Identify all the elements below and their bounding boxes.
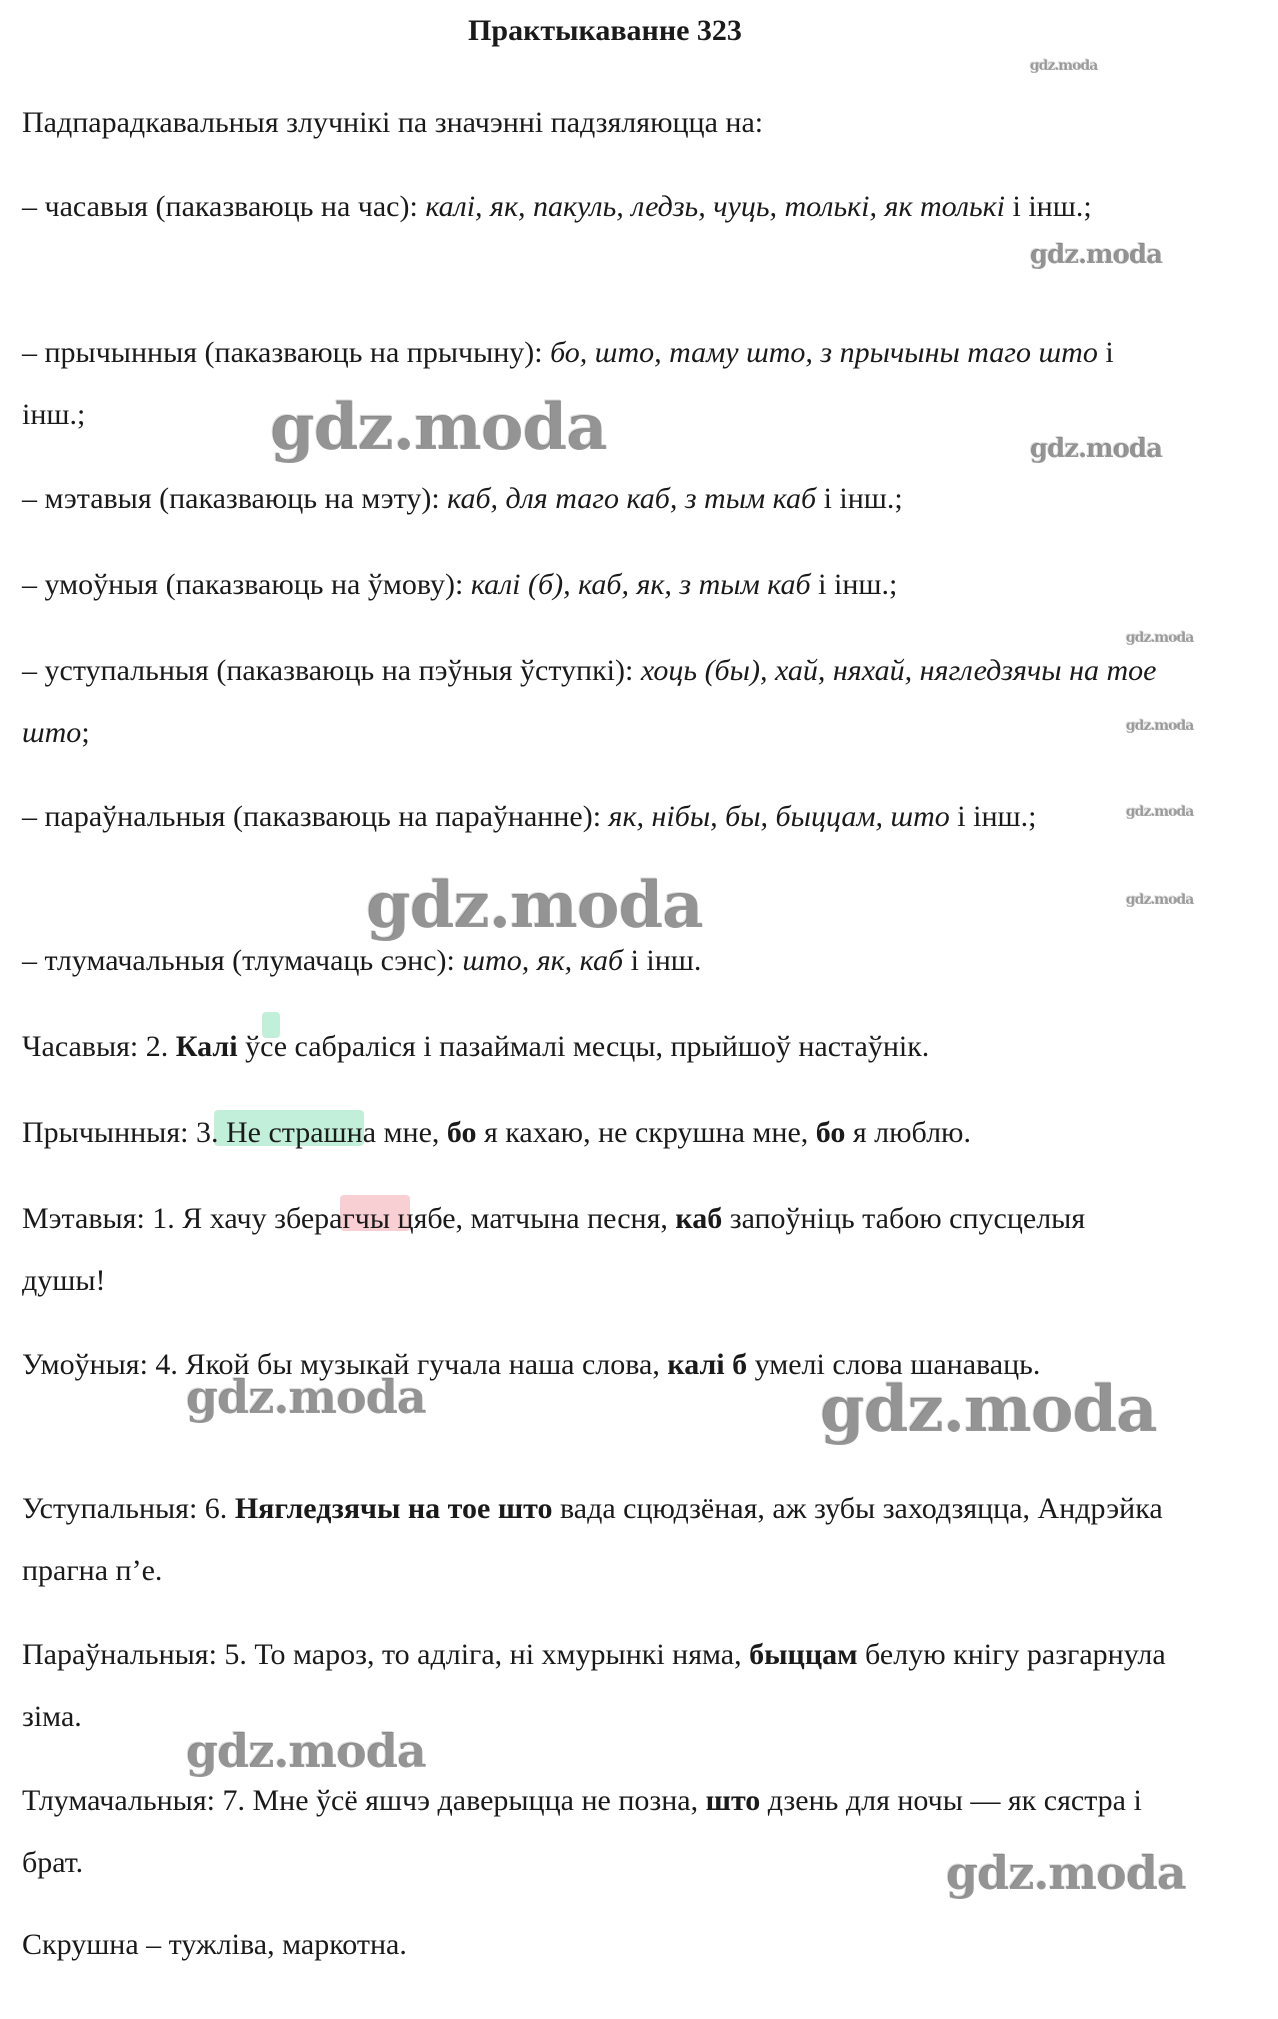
watermark-logo: gdz.moda [1030, 240, 1163, 270]
answer-text: ўсе сабраліся і пазаймалі месцы, прыйшоў настаўнік. [237, 1030, 930, 1063]
watermark-logo: gdz.moda [270, 390, 607, 465]
answer-text: я кахаю, не скрушна мне, [476, 1116, 816, 1149]
answer-text: Мэтавыя: 1. Я хачу зберагчы цябе, матчына песня, [22, 1202, 676, 1235]
answer-text: вада сцюдзёная, аж зубы заходзяцца, Андрэйка прагна п’е. [22, 1492, 1163, 1587]
class-suffix: ; [81, 716, 90, 749]
watermark-logo: gdz.moda [186, 1724, 426, 1778]
answer-text: Уступальныя: 6. [22, 1492, 235, 1525]
answer-text: я люблю. [845, 1116, 971, 1149]
answer-conjunction: быццам [749, 1638, 858, 1671]
class-examples: бо, што, таму што, з прычыны таго што [550, 336, 1098, 369]
class-item-concessive [22, 640, 1172, 764]
class-label: – уступальныя (паказваюць на пэўныя ўступкі): [22, 654, 641, 687]
answer-concessive [22, 1478, 1172, 1602]
answer-conjunction: калі б [667, 1348, 748, 1381]
answer-causal [22, 1102, 1172, 1164]
watermark-logo: gdz.moda [946, 1846, 1186, 1900]
watermark-logo: gdz.moda [1030, 58, 1098, 74]
page-title: Практыкаванне 323 [468, 14, 742, 47]
answer-purpose [22, 1188, 1172, 1312]
answer-text: Часавыя: 2. [22, 1030, 176, 1063]
answer-conjunction: Калі [175, 1030, 238, 1063]
watermark-logo: gdz.moda [820, 1372, 1157, 1447]
answer-conjunction: каб [675, 1202, 723, 1235]
class-label: – часавыя (паказваюць на час): [22, 190, 426, 223]
answer-text: умелі слова шанаваць. [747, 1348, 1041, 1381]
class-label: – параўнальныя (паказваюць на параўнанне): [22, 800, 609, 833]
answer-text: Умоўныя: 4. Якой бы музыкай гучала наша слова, [22, 1348, 668, 1381]
class-examples: каб, для таго каб, з тым каб [447, 482, 817, 515]
class-examples: што, як, каб [462, 944, 624, 977]
class-label: – прычынныя (паказваюць на прычыну): [22, 336, 551, 369]
watermark-logo: gdz.moda [366, 868, 703, 943]
watermark-logo: gdz.moda [1126, 892, 1194, 908]
watermark-logo: gdz.moda [1126, 718, 1194, 734]
class-label: – умоўныя (паказваюць на ўмову): [22, 568, 471, 601]
watermark-logo: gdz.moda [1126, 804, 1194, 820]
class-label: – тлумачальныя (тлумачаць сэнс): [22, 944, 463, 977]
class-examples: калі (б), каб, як, з тым каб [470, 568, 811, 601]
class-suffix: і інш.; [1005, 190, 1092, 223]
answer-text: Тлумачальныя: 7. Мне ўсё яшчэ даверыцца не позна, [22, 1784, 706, 1817]
watermark-logo: gdz.moda [1030, 434, 1163, 464]
class-suffix: і інш.; [22, 336, 1114, 431]
answer-text: дзень для ночы — як сястра і брат. [22, 1784, 1142, 1879]
class-examples: калі, як, пакуль, ледзь, чуць, толькі, як толькі [425, 190, 1006, 223]
answer-conjunction: Нягледзячы на тое што [234, 1492, 553, 1525]
class-suffix: і інш.; [816, 482, 903, 515]
watermark-logo: gdz.moda [186, 1370, 426, 1424]
class-suffix: і інш. [623, 944, 702, 977]
class-item-conditional [22, 554, 1172, 616]
class-suffix: і інш.; [949, 800, 1037, 833]
class-examples: хоць (бы), хай, няхай, нягледзячы на тое што [22, 654, 1157, 749]
class-item-comparative [22, 786, 1172, 848]
class-examples: як, нібы, бы, быццам, што [608, 800, 950, 833]
class-item-purpose [22, 468, 1172, 530]
intro-text: Падпарадкавальныя злучнікі па значэнні падзяляюцца на: [22, 106, 764, 139]
footnote: Скрушна – тужліва, маркотна. [22, 1928, 407, 1961]
class-suffix: і інш.; [810, 568, 898, 601]
class-label: – мэтавыя (паказваюць на мэту): [22, 482, 448, 515]
answer-text: Прычынныя: 3. Не страшна мне, [22, 1116, 447, 1149]
answer-text: запоўніць табою спусцелыя душы! [22, 1202, 1086, 1297]
answer-text: белую кнігу разгарнула зіма. [22, 1638, 1166, 1733]
class-item-temporal [22, 176, 1172, 238]
answer-temporal [22, 1016, 1172, 1078]
answer-text: Параўнальныя: 5. То мароз, то адліга, ні хмурынкі няма, [22, 1638, 750, 1671]
watermark-logo: gdz.moda [1126, 630, 1194, 646]
answer-conjunction: бо [446, 1116, 477, 1149]
answer-conjunction: што [705, 1784, 761, 1817]
answer-conjunction: бо [815, 1116, 846, 1149]
